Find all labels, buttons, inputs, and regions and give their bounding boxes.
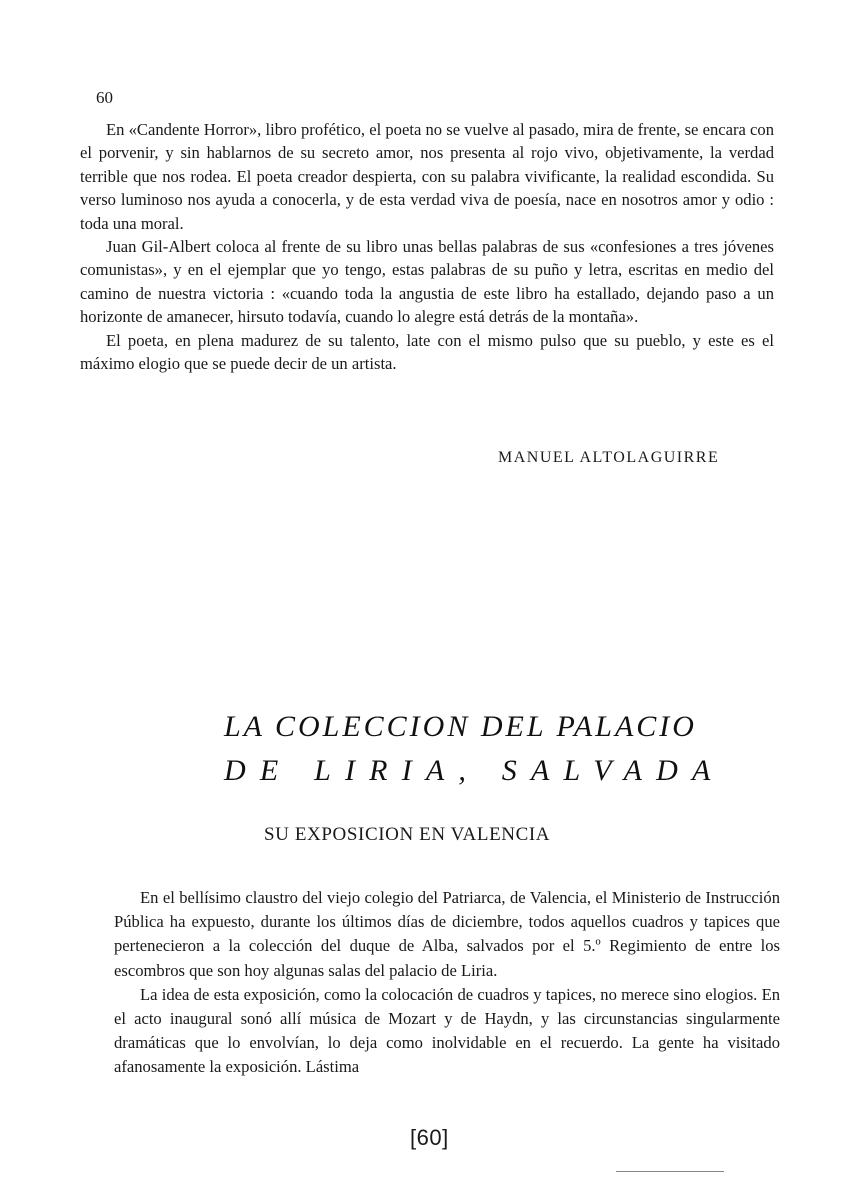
article-title-line-1: LA COLECCION DEL PALACIO — [224, 710, 697, 743]
page-folio: [60] — [410, 1125, 449, 1150]
paragraph: En «Candente Horror», libro profético, el poeta no se vuelve al pasado, mira de frente, se encara con el porvenir, y sin hablarnos de su secreto amor, nos presenta al rojo vivo, objetivamente, la verdad terrible que nos rodea. El poeta creador despierta, con su palabra vivificante, la realidad escondida. Su verso luminoso nos ayuda a conocerla, y de esta verdad viva de poesía, nace en nosotros amor y odio : toda una moral. — [80, 120, 774, 233]
footer-rule — [616, 1171, 724, 1172]
exhibition-article — [114, 886, 780, 1080]
paragraph: La idea de esta exposición, como la colocación de cuadros y tapices, no merece sino elogios. En el acto inaugural sonó allí música de Mozart y de Haydn, y las circunstancias singularmente dramáticas que lo envolvían, lo deja como inolvidable en el recuerdo. La gente ha visitado afanosamente la exposición. Lástima — [114, 984, 780, 1077]
paragraph: En el bellísimo claustro del viejo colegio del Patriarca, de Valencia, el Ministerio de Instrucción Pública ha expuesto, durante los últimos días de diciembre, todos aquellos cuadros y tapices que pertenecieron a la colección del duque de Alba, salvados por el 5.º Regimiento de entre los escombros que son hoy algunas salas del palacio de Liria. — [114, 888, 780, 980]
paragraph: Juan Gil-Albert coloca al frente de su libro unas bellas palabras de sus «confesiones a tres jóvenes comunistas», y en el ejemplar que yo tengo, estas palabras de su puño y letra, escritas en medio del camino de nuestra victoria : «cuando toda la angustia de este libro ha estallado, dejando paso a un horizonte de amanecer, hirsuto todavía, cuando lo alegre está detrás de la montaña». — [80, 237, 774, 327]
article-subtitle: SU EXPOSICION EN VALENCIA — [264, 824, 551, 845]
author-signature: MANUEL ALTOLAGUIRRE — [498, 449, 720, 466]
page-number-top: 60 — [96, 88, 113, 107]
article-title-line-2: DE LIRIA, SALVADA — [224, 754, 725, 787]
paragraph: El poeta, en plena madurez de su talento, late con el mismo pulso que su pueblo, y este es el máximo elogio que se puede decir de un artista. — [80, 330, 774, 374]
review-article — [80, 118, 774, 375]
